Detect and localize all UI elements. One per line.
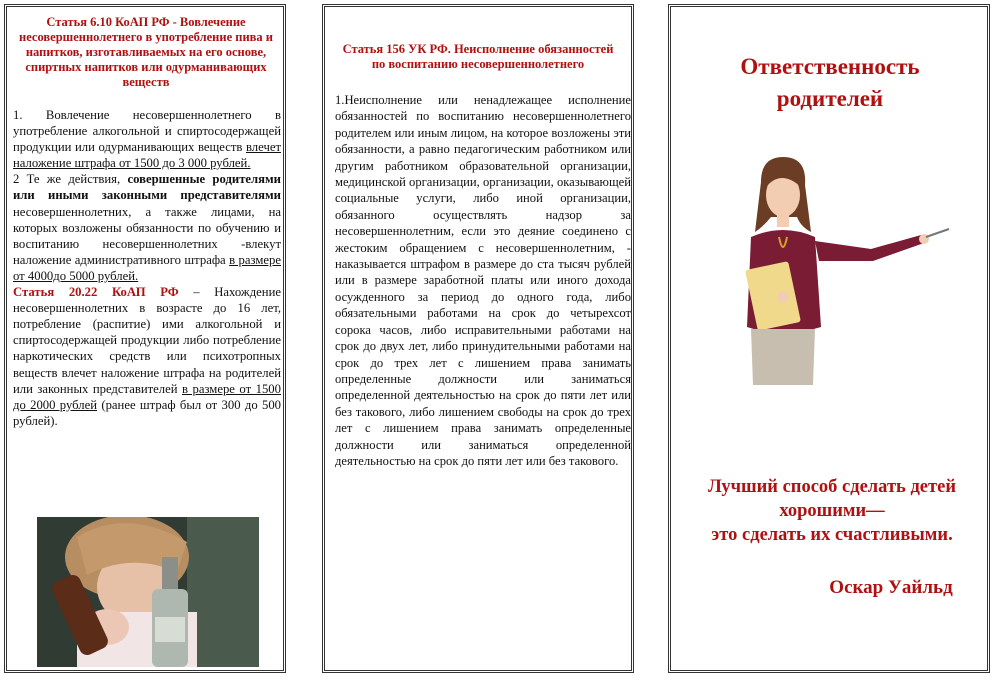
paragraph-2-penalty: в размере от 4000до 5000 рублей.: [13, 252, 282, 283]
paragraph-3: [13, 284, 281, 429]
article-156-title: Статья 156 УК РФ. Неисполнение обязанностей по воспитанию несовершеннолетнего: [342, 42, 614, 71]
paragraph-2-text: 2 Те же действия,: [13, 172, 128, 187]
left-panel: [4, 4, 286, 673]
teacher-illustration: [721, 157, 951, 387]
right-panel: [668, 4, 990, 673]
quote: [677, 475, 987, 547]
paragraph-3-note: (ранее штраф был от 300 до 500 рублей).: [13, 397, 282, 428]
paragraph-1: [13, 107, 281, 171]
paragraph-2-bold: совершенные родителями или иными законными представителями: [13, 172, 281, 203]
article-6-10-text: [13, 107, 281, 429]
article-156-text: 1.Неисполнение или ненадлежащее исполнение обязанностей по воспитанию несовершеннолетнего родителем или иным лицом, на которое возложены эти обязанности, а равно педагогическим работником или другим работником образовательной организации, медицинской организации, организации, оказывающей социальные услуги, либо иной организации, обязанного осуществлять надзор за несовершеннолетним, если это деяние соединено с жестоким обращением с несовершеннолетним, - наказывается штрафом в размере до ста тысяч рублей или в размере заработной платы или иного дохода осужденного за период до одного года, либо обязательными работами на срок до четырехсот сорока часов, либо исправительными работами на срок до двух лет, либо принудительными работами на срок до трех лет с лишением права занимать определенные должности или заниматься определенной деятельностью на срок до пяти лет или без такового, либо лишением свободы на срок до трех лет с лишением права занимать определенные должности или заниматься определенной деятельностью на срок до пяти лет или без такового.: [335, 93, 631, 468]
quote-author: Оскар Уайльд: [829, 577, 953, 598]
child-with-bottles-photo: [37, 517, 259, 667]
brochure-title: [681, 51, 979, 115]
quote-line-2: хорошими—: [779, 501, 885, 521]
quote-line-1: Лучший способ сделать детей: [708, 477, 956, 497]
article-6-10-title: Статья 6.10 КоАП РФ - Вовлечение несовершеннолетнего в употребление пива и напитков, изготавливаемых на его основе, спиртных напитков или одурманивающих веществ: [19, 15, 273, 89]
quote-line-3: это сделать их счастливыми.: [711, 525, 953, 545]
paragraph-3-text: – Нахождение несовершеннолетних в возрасте до 16 лет, потребление (распитие) ими алкогольной и спиртосодержащей продукции либо потребление наркотических средств или психотропных веществ влечет наложение штрафа на родителей или законных представителей: [13, 285, 281, 396]
brochure-title-line-2: родителей: [776, 86, 884, 111]
paragraph-1-penalty: влечет наложение штрафа от 1500 до 3 000 рублей.: [13, 140, 281, 171]
brochure-title-line-1: Ответственность: [740, 54, 920, 79]
paragraph-2: [13, 171, 281, 284]
article-20-22-label: Статья 20.22 КоАП РФ: [13, 285, 179, 300]
paragraph-1-text: 1. Вовлечение несовершеннолетнего в употребление алкогольной и спиртосодержащей продукции или одурманивающих веществ: [13, 108, 281, 155]
middle-panel: [322, 4, 634, 673]
paragraph-2-text-cont: несовершеннолетних, а также лицами, на которых возложены обязанности по обучению и воспитанию несовершеннолетних -влекут наложение административного штрафа: [13, 204, 281, 267]
paragraph-3-penalty: в размере от 1500 до 2000 рублей: [13, 381, 281, 412]
